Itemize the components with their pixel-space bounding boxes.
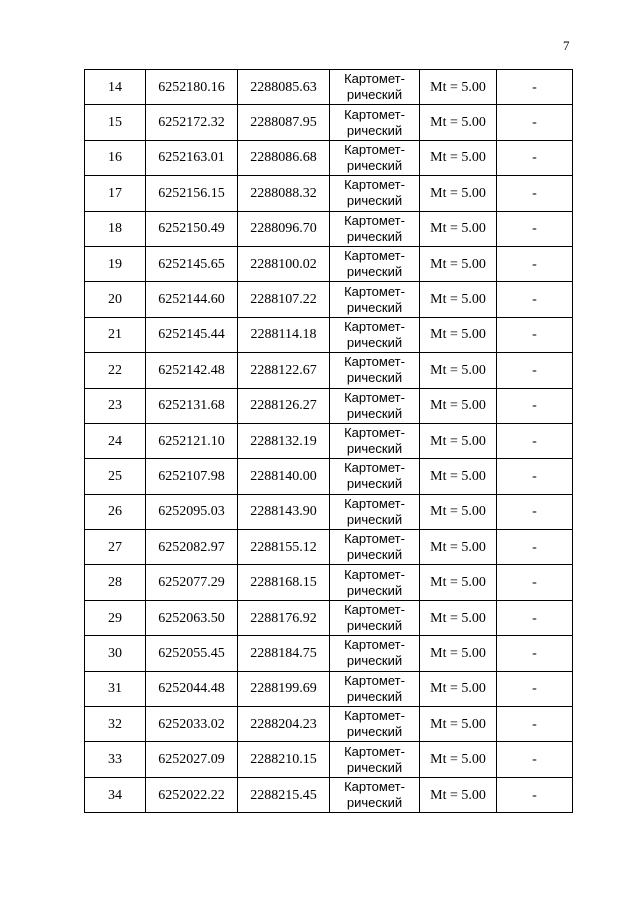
- x-coordinate-cell: 6252077.29: [146, 565, 238, 600]
- x-coordinate-cell: 6252145.44: [146, 317, 238, 352]
- note-cell: -: [497, 459, 573, 494]
- method-line-1: Картомет-: [344, 354, 405, 370]
- table-row: [85, 353, 573, 388]
- method-cell: [330, 211, 420, 246]
- y-coordinate-cell: 2288184.75: [238, 636, 330, 671]
- method-cell: [330, 600, 420, 635]
- x-coordinate-cell: 6252082.97: [146, 530, 238, 565]
- table-row: [85, 636, 573, 671]
- table-row: [85, 459, 573, 494]
- x-coordinate-cell: 6252027.09: [146, 742, 238, 777]
- point-number-cell: 15: [85, 105, 146, 140]
- accuracy-cell: Mt = 5.00: [420, 565, 497, 600]
- accuracy-cell: Mt = 5.00: [420, 671, 497, 706]
- table-row: [85, 530, 573, 565]
- accuracy-cell: Mt = 5.00: [420, 707, 497, 742]
- method-line-1: Картомет-: [344, 106, 405, 122]
- method-line-2: рический: [346, 582, 403, 598]
- note-cell: -: [497, 246, 573, 281]
- method-line-1: Картомет-: [344, 672, 405, 688]
- method-line-1: Картомет-: [344, 708, 405, 724]
- note-cell: -: [497, 282, 573, 317]
- method-cell: [330, 176, 420, 211]
- note-cell: -: [497, 707, 573, 742]
- x-coordinate-cell: 6252172.32: [146, 105, 238, 140]
- table-row: [85, 777, 573, 812]
- point-number-cell: 34: [85, 777, 146, 812]
- point-number-cell: 27: [85, 530, 146, 565]
- table-row: [85, 246, 573, 281]
- table-row: [85, 600, 573, 635]
- table-row: [85, 140, 573, 175]
- x-coordinate-cell: 6252033.02: [146, 707, 238, 742]
- accuracy-cell: Mt = 5.00: [420, 777, 497, 812]
- method-line-2: рический: [346, 370, 403, 386]
- x-coordinate-cell: 6252121.10: [146, 423, 238, 458]
- method-cell: [330, 423, 420, 458]
- point-number-cell: 21: [85, 317, 146, 352]
- y-coordinate-cell: 2288100.02: [238, 246, 330, 281]
- x-coordinate-cell: 6252022.22: [146, 777, 238, 812]
- table-row: [85, 176, 573, 211]
- y-coordinate-cell: 2288122.67: [238, 353, 330, 388]
- x-coordinate-cell: 6252150.49: [146, 211, 238, 246]
- x-coordinate-cell: 6252180.16: [146, 70, 238, 105]
- point-number-cell: 25: [85, 459, 146, 494]
- x-coordinate-cell: 6252142.48: [146, 353, 238, 388]
- table-row: [85, 742, 573, 777]
- note-cell: -: [497, 388, 573, 423]
- y-coordinate-cell: 2288140.00: [238, 459, 330, 494]
- accuracy-cell: Mt = 5.00: [420, 353, 497, 388]
- method-line-2: рический: [346, 688, 403, 704]
- table-row: [85, 317, 573, 352]
- method-line-1: Картомет-: [344, 743, 405, 759]
- table-row: [85, 211, 573, 246]
- method-line-1: Картомет-: [344, 177, 405, 193]
- accuracy-cell: Mt = 5.00: [420, 70, 497, 105]
- point-number-cell: 14: [85, 70, 146, 105]
- method-line-1: Картомет-: [344, 779, 405, 794]
- method-line-2: рический: [346, 724, 403, 740]
- note-cell: -: [497, 353, 573, 388]
- y-coordinate-cell: 2288176.92: [238, 600, 330, 635]
- note-cell: -: [497, 70, 573, 105]
- accuracy-cell: Mt = 5.00: [420, 246, 497, 281]
- method-cell: [330, 494, 420, 529]
- table-row: [85, 70, 573, 105]
- method-cell: [330, 707, 420, 742]
- method-cell: [330, 353, 420, 388]
- method-line-1: Картомет-: [344, 71, 405, 87]
- point-number-cell: 18: [85, 211, 146, 246]
- note-cell: -: [497, 777, 573, 812]
- note-cell: -: [497, 423, 573, 458]
- point-number-cell: 19: [85, 246, 146, 281]
- method-cell: [330, 565, 420, 600]
- x-coordinate-cell: 6252107.98: [146, 459, 238, 494]
- point-number-cell: 23: [85, 388, 146, 423]
- method-line-1: Картомет-: [344, 460, 405, 476]
- note-cell: -: [497, 671, 573, 706]
- y-coordinate-cell: 2288087.95: [238, 105, 330, 140]
- point-number-cell: 24: [85, 423, 146, 458]
- y-coordinate-cell: 2288107.22: [238, 282, 330, 317]
- y-coordinate-cell: 2288132.19: [238, 423, 330, 458]
- table-row: [85, 565, 573, 600]
- method-line-1: Картомет-: [344, 389, 405, 405]
- accuracy-cell: Mt = 5.00: [420, 459, 497, 494]
- y-coordinate-cell: 2288143.90: [238, 494, 330, 529]
- point-number-cell: 30: [85, 636, 146, 671]
- accuracy-cell: Mt = 5.00: [420, 423, 497, 458]
- x-coordinate-cell: 6252145.65: [146, 246, 238, 281]
- note-cell: -: [497, 105, 573, 140]
- method-cell: [330, 317, 420, 352]
- y-coordinate-cell: 2288168.15: [238, 565, 330, 600]
- y-coordinate-cell: 2288096.70: [238, 211, 330, 246]
- coordinates-table-body: [85, 70, 573, 813]
- y-coordinate-cell: 2288114.18: [238, 317, 330, 352]
- y-coordinate-cell: 2288155.12: [238, 530, 330, 565]
- method-line-2: рический: [346, 653, 403, 669]
- y-coordinate-cell: 2288126.27: [238, 388, 330, 423]
- method-line-1: Картомет-: [344, 141, 405, 157]
- accuracy-cell: Mt = 5.00: [420, 742, 497, 777]
- method-line-1: Картомет-: [344, 637, 405, 653]
- method-line-2: рический: [346, 759, 403, 775]
- method-line-2: рический: [346, 334, 403, 350]
- table-row: [85, 388, 573, 423]
- point-number-cell: 31: [85, 671, 146, 706]
- table-row: [85, 423, 573, 458]
- method-cell: [330, 246, 420, 281]
- note-cell: -: [497, 742, 573, 777]
- table-row: [85, 282, 573, 317]
- point-number-cell: 33: [85, 742, 146, 777]
- method-cell: [330, 70, 420, 105]
- page-number: 7: [563, 38, 570, 53]
- accuracy-cell: Mt = 5.00: [420, 140, 497, 175]
- method-line-1: Картомет-: [344, 566, 405, 582]
- point-number-cell: 32: [85, 707, 146, 742]
- method-line-1: Картомет-: [344, 212, 405, 228]
- accuracy-cell: Mt = 5.00: [420, 211, 497, 246]
- y-coordinate-cell: 2288199.69: [238, 671, 330, 706]
- table-row: [85, 707, 573, 742]
- y-coordinate-cell: 2288086.68: [238, 140, 330, 175]
- y-coordinate-cell: 2288215.45: [238, 777, 330, 812]
- method-cell: [330, 459, 420, 494]
- accuracy-cell: Mt = 5.00: [420, 317, 497, 352]
- x-coordinate-cell: 6252163.01: [146, 140, 238, 175]
- accuracy-cell: Mt = 5.00: [420, 282, 497, 317]
- accuracy-cell: Mt = 5.00: [420, 494, 497, 529]
- method-cell: [330, 105, 420, 140]
- coordinates-table: [84, 69, 573, 813]
- note-cell: -: [497, 317, 573, 352]
- accuracy-cell: Mt = 5.00: [420, 388, 497, 423]
- y-coordinate-cell: 2288204.23: [238, 707, 330, 742]
- method-line-2: рический: [346, 441, 403, 457]
- method-line-2: рический: [346, 547, 403, 563]
- point-number-cell: 22: [85, 353, 146, 388]
- note-cell: -: [497, 176, 573, 211]
- point-number-cell: 16: [85, 140, 146, 175]
- method-line-2: рический: [346, 157, 403, 173]
- table-row: [85, 494, 573, 529]
- method-line-1: Картомет-: [344, 602, 405, 618]
- table-row: [85, 671, 573, 706]
- method-line-1: Картомет-: [344, 495, 405, 511]
- accuracy-cell: Mt = 5.00: [420, 636, 497, 671]
- method-cell: [330, 636, 420, 671]
- method-line-2: рический: [346, 476, 403, 492]
- note-cell: -: [497, 636, 573, 671]
- table-row: [85, 105, 573, 140]
- method-cell: [330, 742, 420, 777]
- accuracy-cell: Mt = 5.00: [420, 600, 497, 635]
- method-line-2: рический: [346, 264, 403, 280]
- method-line-1: Картомет-: [344, 531, 405, 547]
- note-cell: -: [497, 530, 573, 565]
- accuracy-cell: Mt = 5.00: [420, 105, 497, 140]
- x-coordinate-cell: 6252144.60: [146, 282, 238, 317]
- method-line-2: рический: [346, 228, 403, 244]
- y-coordinate-cell: 2288088.32: [238, 176, 330, 211]
- method-line-2: рический: [346, 193, 403, 209]
- note-cell: -: [497, 211, 573, 246]
- note-cell: -: [497, 565, 573, 600]
- x-coordinate-cell: 6252044.48: [146, 671, 238, 706]
- accuracy-cell: Mt = 5.00: [420, 176, 497, 211]
- method-line-1: Картомет-: [344, 425, 405, 441]
- point-number-cell: 20: [85, 282, 146, 317]
- x-coordinate-cell: 6252156.15: [146, 176, 238, 211]
- method-line-2: рический: [346, 299, 403, 315]
- accuracy-cell: Mt = 5.00: [420, 530, 497, 565]
- y-coordinate-cell: 2288210.15: [238, 742, 330, 777]
- method-line-2: рический: [346, 511, 403, 527]
- method-cell: [330, 140, 420, 175]
- x-coordinate-cell: 6252063.50: [146, 600, 238, 635]
- method-cell: [330, 777, 420, 812]
- note-cell: -: [497, 600, 573, 635]
- method-line-1: Картомет-: [344, 318, 405, 334]
- method-line-2: рический: [346, 87, 403, 103]
- method-cell: [330, 671, 420, 706]
- method-line-1: Картомет-: [344, 248, 405, 264]
- point-number-cell: 29: [85, 600, 146, 635]
- method-cell: [330, 530, 420, 565]
- x-coordinate-cell: 6252095.03: [146, 494, 238, 529]
- method-cell: [330, 282, 420, 317]
- method-line-2: рический: [346, 122, 403, 138]
- method-line-2: рический: [346, 618, 403, 634]
- note-cell: -: [497, 494, 573, 529]
- note-cell: -: [497, 140, 573, 175]
- x-coordinate-cell: 6252055.45: [146, 636, 238, 671]
- method-line-1: Картомет-: [344, 283, 405, 299]
- y-coordinate-cell: 2288085.63: [238, 70, 330, 105]
- x-coordinate-cell: 6252131.68: [146, 388, 238, 423]
- point-number-cell: 28: [85, 565, 146, 600]
- method-line-2: рический: [346, 405, 403, 421]
- method-cell: [330, 388, 420, 423]
- point-number-cell: 17: [85, 176, 146, 211]
- point-number-cell: 26: [85, 494, 146, 529]
- method-line-2: рический: [346, 795, 403, 810]
